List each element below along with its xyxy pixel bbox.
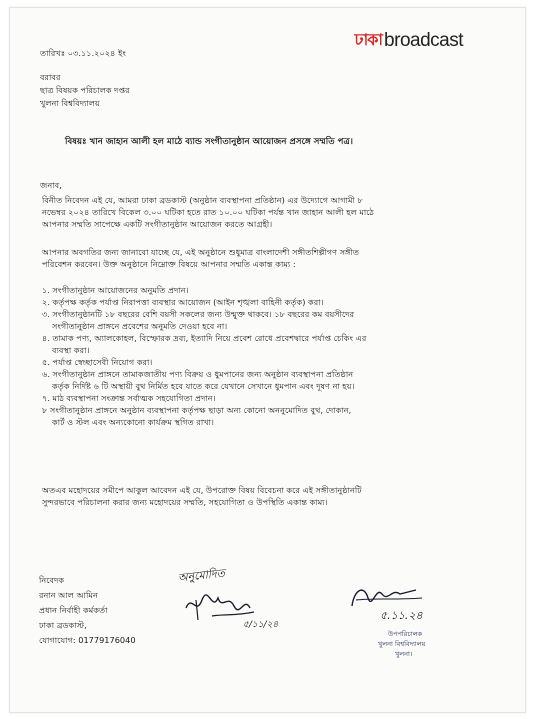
sender-line: যোগাযোগ: 01779176040 <box>39 635 136 645</box>
list-item: ২. কর্তৃপক্ষ কর্তৃক পর্যাপ্ত নিরাপত্তা ব্যবস্থার আয়োজন (আইন শৃঙ্খলা বাহিনী কর্তৃক) করা। <box>42 297 324 307</box>
letter-date: তারিখঃ ০৩.১১.২০২৪ ইং <box>40 48 126 58</box>
sender-line: রনান আল আমিন <box>39 590 98 600</box>
approval-handwritten-word: অনুমোদিত <box>177 566 226 585</box>
sender-line: ঢাকা ব্রডকাস্ট, <box>39 620 87 630</box>
list-item: ব্যবস্থা করা। <box>52 345 90 355</box>
approval-date: ৫/১১/২৪ <box>243 620 279 630</box>
paragraph-line: অতএব মহোদয়ের সমীপে আকুল আবেদন এই যে, উপরোক্ত বিষয় বিবেচনা করে এই সঙ্গীতানুষ্ঠানটি <box>42 485 362 495</box>
list-item: সংগীতানুষ্ঠান প্রাঙ্গনে প্রবেশের অনুমতি দেওয়া হবে না। <box>52 321 228 331</box>
paragraph-line: পরিবেশন করবেন। উক্ত অনুষ্ঠানে নিম্নোক্ত বিষয়ে আপনার সম্মতি একান্ত কাম্য : <box>42 259 296 269</box>
paragraph-notice <box>42 246 522 270</box>
list-item: ৩. সংগীতানুষ্ঠানটি ১৮ বছরের বেশি বয়সী সকলের জন্য উন্মুক্ত থাকবে। ১৮ বছরের কম বয়সীদের <box>42 309 355 319</box>
recipient-line: ছাত্র বিষয়ক পরিচালক দপ্তর <box>40 85 130 95</box>
letter-page <box>9 7 526 713</box>
dhaka-broadcast-logo <box>355 27 463 54</box>
list-item: ১. সংগীতানুষ্ঠান আয়োজনের অনুমতি প্রদান। <box>42 285 189 295</box>
recipient-line: খুলনা বিশ্ববিদ্যালয় <box>40 98 100 108</box>
paragraph-intro <box>42 194 522 230</box>
stamp-line: খুলনা বিশ্ববিদ্যালয় <box>378 640 426 648</box>
paragraph-line: বিনীত নিবেদন এই যে, আমরা ঢাকা ব্রডকাস্ট (অনুষ্ঠান ব্যবস্থাপনা প্রতিষ্ঠান) এর উদ্যোগে আগামী ৮ <box>42 195 363 205</box>
list-item: ৪. তামাক পণ্য, অ্যালকোহল, বিস্ফোরক দ্রব্য, ইত্যাদি নিয়ে প্রবেশ রোধে প্রবেশদ্বারে পর্যাপ্ত চেকিং এর <box>42 333 367 343</box>
stamp-line: খুলনা। <box>395 650 413 658</box>
list-item: কার্ট ও স্টল এবং অন্যকোনো কার্যক্রম স্থগিত রাখা। <box>52 417 214 427</box>
logo-text: broadcast <box>384 29 463 51</box>
paragraph-line: নভেম্বর ২০২৪ তারিখে বিকেল ৩.০০ ঘটিকা হতে রাত ১০.০০ ঘটিকা পর্যন্ত খান জাহান আলী হল মাঠে <box>42 207 374 217</box>
paragraph-line: আপনার সম্মতি সাপেক্ষে একটি সংগীতানুষ্ঠান আয়োজন করতে আগ্রহী। <box>42 219 273 229</box>
logo-mark: ঢাকা <box>354 30 383 49</box>
letter-subject: বিষয়ঃ খান জাহান আলী হল মাঠে ব্যান্ড সংগীতানুষ্ঠান আয়োজন প্রসঙ্গে সম্মতি পত্র। <box>65 137 353 147</box>
sender-line: নিবেদক <box>39 575 65 585</box>
closing-paragraph <box>42 484 522 508</box>
list-item: ৫. পর্যাপ্ত স্বেচ্ছাসেবী নিয়োগ করা। <box>42 357 153 367</box>
list-item: ৭. মাঠ ব্যবস্থাপনা সংক্রান্ত সর্বাত্মক সহযোগিতা প্রদান। <box>42 393 216 403</box>
official-signature-date: ৫.১১.২৪ <box>380 609 423 622</box>
recipient-line: বরাবর <box>40 72 61 82</box>
paragraph-line: আপনার অবগতির জন্য জানাবো যাচ্ছে যে, এই অনুষ্ঠানে শুধুমাত্র বাংলাদেশী সঙ্গীতশিল্পীগণ সঙ্গীত <box>42 247 360 257</box>
salutation: জনাব, <box>40 180 62 190</box>
list-item: কর্তৃক নির্দিষ্ট ৬ টি অস্থায়ী বুথ নির্মিত হবে যাতে করে যেখানে সেখানে ধুমপান এবং দূষণ না হয়। <box>52 381 355 391</box>
list-item: ৬. সংগীতানুষ্ঠান প্রাঙ্গনে তামাকজাতীয় পণ্য বিক্রয় ও ধুমপানের জন্য অনুষ্ঠান ব্যবস্থাপনা প্রতিষ্ঠান <box>42 369 354 379</box>
sender-line: প্রধান নির্বাহী কর্মকর্তা <box>39 605 108 615</box>
stamp-line: উপপরিচালক <box>388 630 423 638</box>
list-item: ৮ সংগীতানুষ্ঠান প্রাঙ্গনে অনুষ্ঠান ব্যবস্থাপনা কর্তৃপক্ষ ছাড়া অন্য কোনো অননুমোদিত বুথ, দোকান, <box>42 405 352 415</box>
paragraph-line: সুন্দরভাবে পরিচালনা করার জন্য মহোদয়ের সম্মতি, সহযোগিতা ও উপস্থিতি একান্ত কাম্য। <box>42 497 328 507</box>
request-list <box>42 284 522 428</box>
